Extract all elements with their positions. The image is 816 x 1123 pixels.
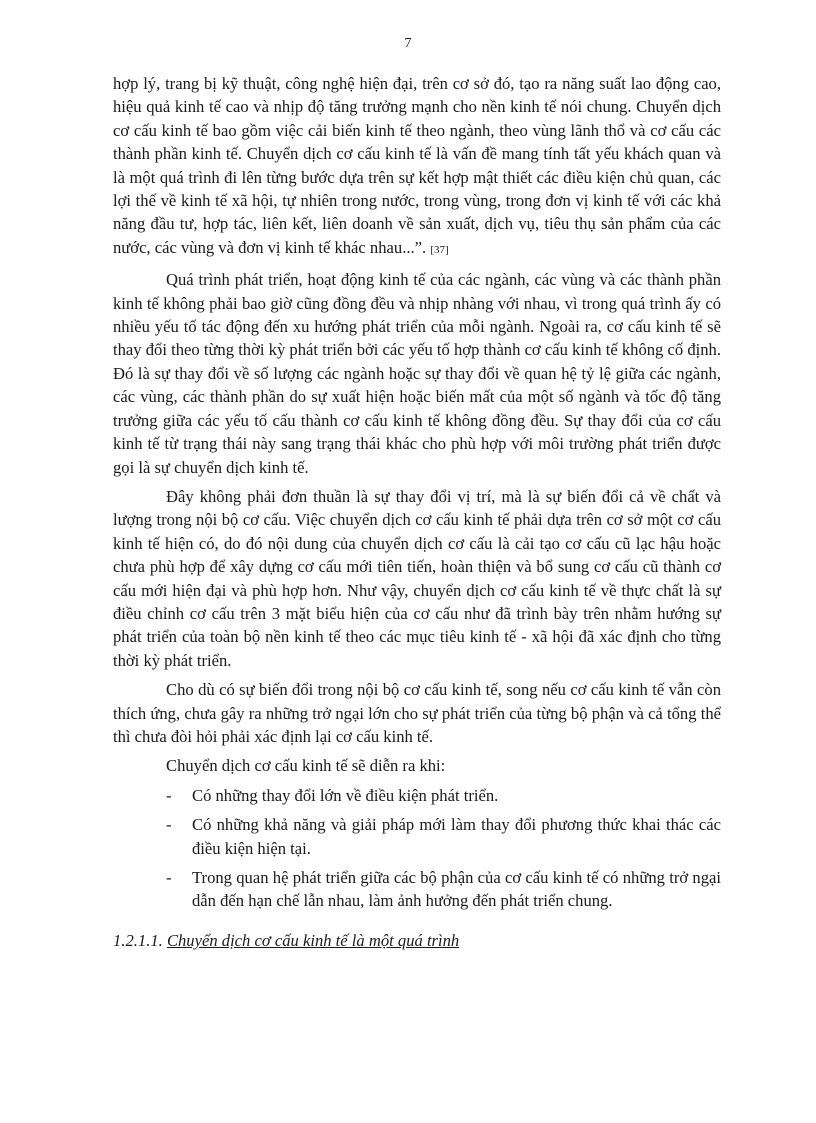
paragraph-4: Cho dù có sự biến đổi trong nội bộ cơ cấu kinh tế, song nếu cơ cấu kinh tế vẫn còn thích ứng, chưa gây ra những trở ngại lớn cho sự phát triển của từng bộ phận và cả tổng thể thì chưa đòi hỏi phải xác định lại cơ cấu kinh tế. <box>113 680 721 746</box>
paragraph-1 <box>113 72 721 262</box>
list-item <box>113 813 721 860</box>
section-title: Chuyển dịch cơ cấu kinh tế là một quá trình <box>166 930 460 950</box>
section-number: 1.2.1.1. <box>113 930 163 950</box>
section-heading <box>113 929 721 952</box>
bullet-text: Có những thay đổi lớn về điều kiện phát triển. <box>192 785 499 805</box>
document-body <box>113 72 721 952</box>
page-number: 7 <box>404 36 412 51</box>
bullet-text: Có những khả năng và giải pháp mới làm thay đổi phương thức khai thác các điều kiện hiện tại. <box>192 815 721 858</box>
bullet-text: Trong quan hệ phát triển giữa các bộ phận của cơ cấu kinh tế có những trở ngại dẫn đến hạn chế lẫn nhau, làm ảnh hưởng đến phát triển chung. <box>192 868 721 911</box>
bullet-list <box>113 784 721 913</box>
bullet-dash: - <box>166 815 172 835</box>
paragraph-1-text: hợp lý, trang bị kỹ thuật, công nghệ hiện đại, trên cơ sở đó, tạo ra năng suất lao động cao, hiệu quả kinh tế cao và nhịp độ tăng trưởng mạnh cho nền kinh tế nói chung. Chuyển dịch cơ cấu kinh tế bao gồm việc cải biến kinh tế theo ngành, theo vùng lãnh thổ và cơ cấu các thành phần kinh tế. Chuyển dịch cơ cấu kinh tế là vấn đề mang tính tất yếu khách quan và là một quá trình đi lên từng bước dựa trên sự kết hợp mật thiết các điều kiện chủ quan, các lợi thế về kinh tế xã hội, tự nhiên trong nước, trong vùng, trong đơn vị kinh tế với các khả năng đầu tư, hợp tác, liên kết, liên doanh về sản xuất, dịch vụ, tiêu thụ sản phẩm của các nước, các vùng và đơn vị kinh tế khác nhau...”. <box>113 74 721 257</box>
bullet-dash: - <box>166 868 172 887</box>
paragraph-2: Quá trình phát triển, hoạt động kinh tế của các ngành, các vùng và các thành phần kinh tế không phải bao giờ cũng đồng đều và nhịp nhàng với nhau, vì trong quá trình ấy có nhiều yếu tố tác động đến xu hướng phát triển của mỗi ngành. Ngoài ra, cơ cấu kinh tế sẽ thay đổi theo từng thời kỳ phát triển bởi các yếu tố hợp thành cơ cấu kinh tế không cố định. Đó là sự thay đổi về số lượng các ngành hoặc sự thay đổi về quan hệ tỷ lệ giữa các ngành, các vùng, các thành phần do sự xuất hiện hoặc biến mất của một số ngành và tốc độ tăng trưởng giữa các yếu tố cấu thành cơ cấu kinh tế không đồng đều. Sự thay đổi của cơ cấu kinh tế từ trạng thái này sang trạng thái khác cho phù hợp với môi trường phát triển được gọi là sự chuyển dịch kinh tế. <box>113 270 721 477</box>
paragraph-3: Đây không phải đơn thuần là sự thay đổi vị trí, mà là sự biến đổi cả về chất và lượng trong nội bộ cơ cấu. Việc chuyển dịch cơ cấu kinh tế phải dựa trên cơ sở một cơ cấu kinh tế hiện có, do đó nội dung của chuyển dịch cơ cấu là cải tạo cơ cấu cũ lạc hậu hoặc chưa phù hợp để xây dựng cơ cấu mới tiên tiến, hoàn thiện và bổ sung cơ cấu cũ thành cơ cấu mới hiện đại và phù hợp hơn. Như vậy, chuyển dịch cơ cấu kinh tế về thực chất là sự điều chỉnh cơ cấu trên 3 mặt biểu hiện của cơ cấu như đã trình bày trên nhằm hướng sự phát triển của toàn bộ nền kinh tế theo các mục tiêu kinh tế - xã hội đã xác định cho từng thời kỳ phát triển. <box>113 486 721 670</box>
citation-reference: [37] <box>430 243 449 256</box>
bullet-dash: - <box>166 785 172 805</box>
list-item <box>113 866 721 913</box>
list-item <box>113 784 721 807</box>
paragraph-5: Chuyển dịch cơ cấu kinh tế sẽ diễn ra khi: <box>166 756 446 776</box>
